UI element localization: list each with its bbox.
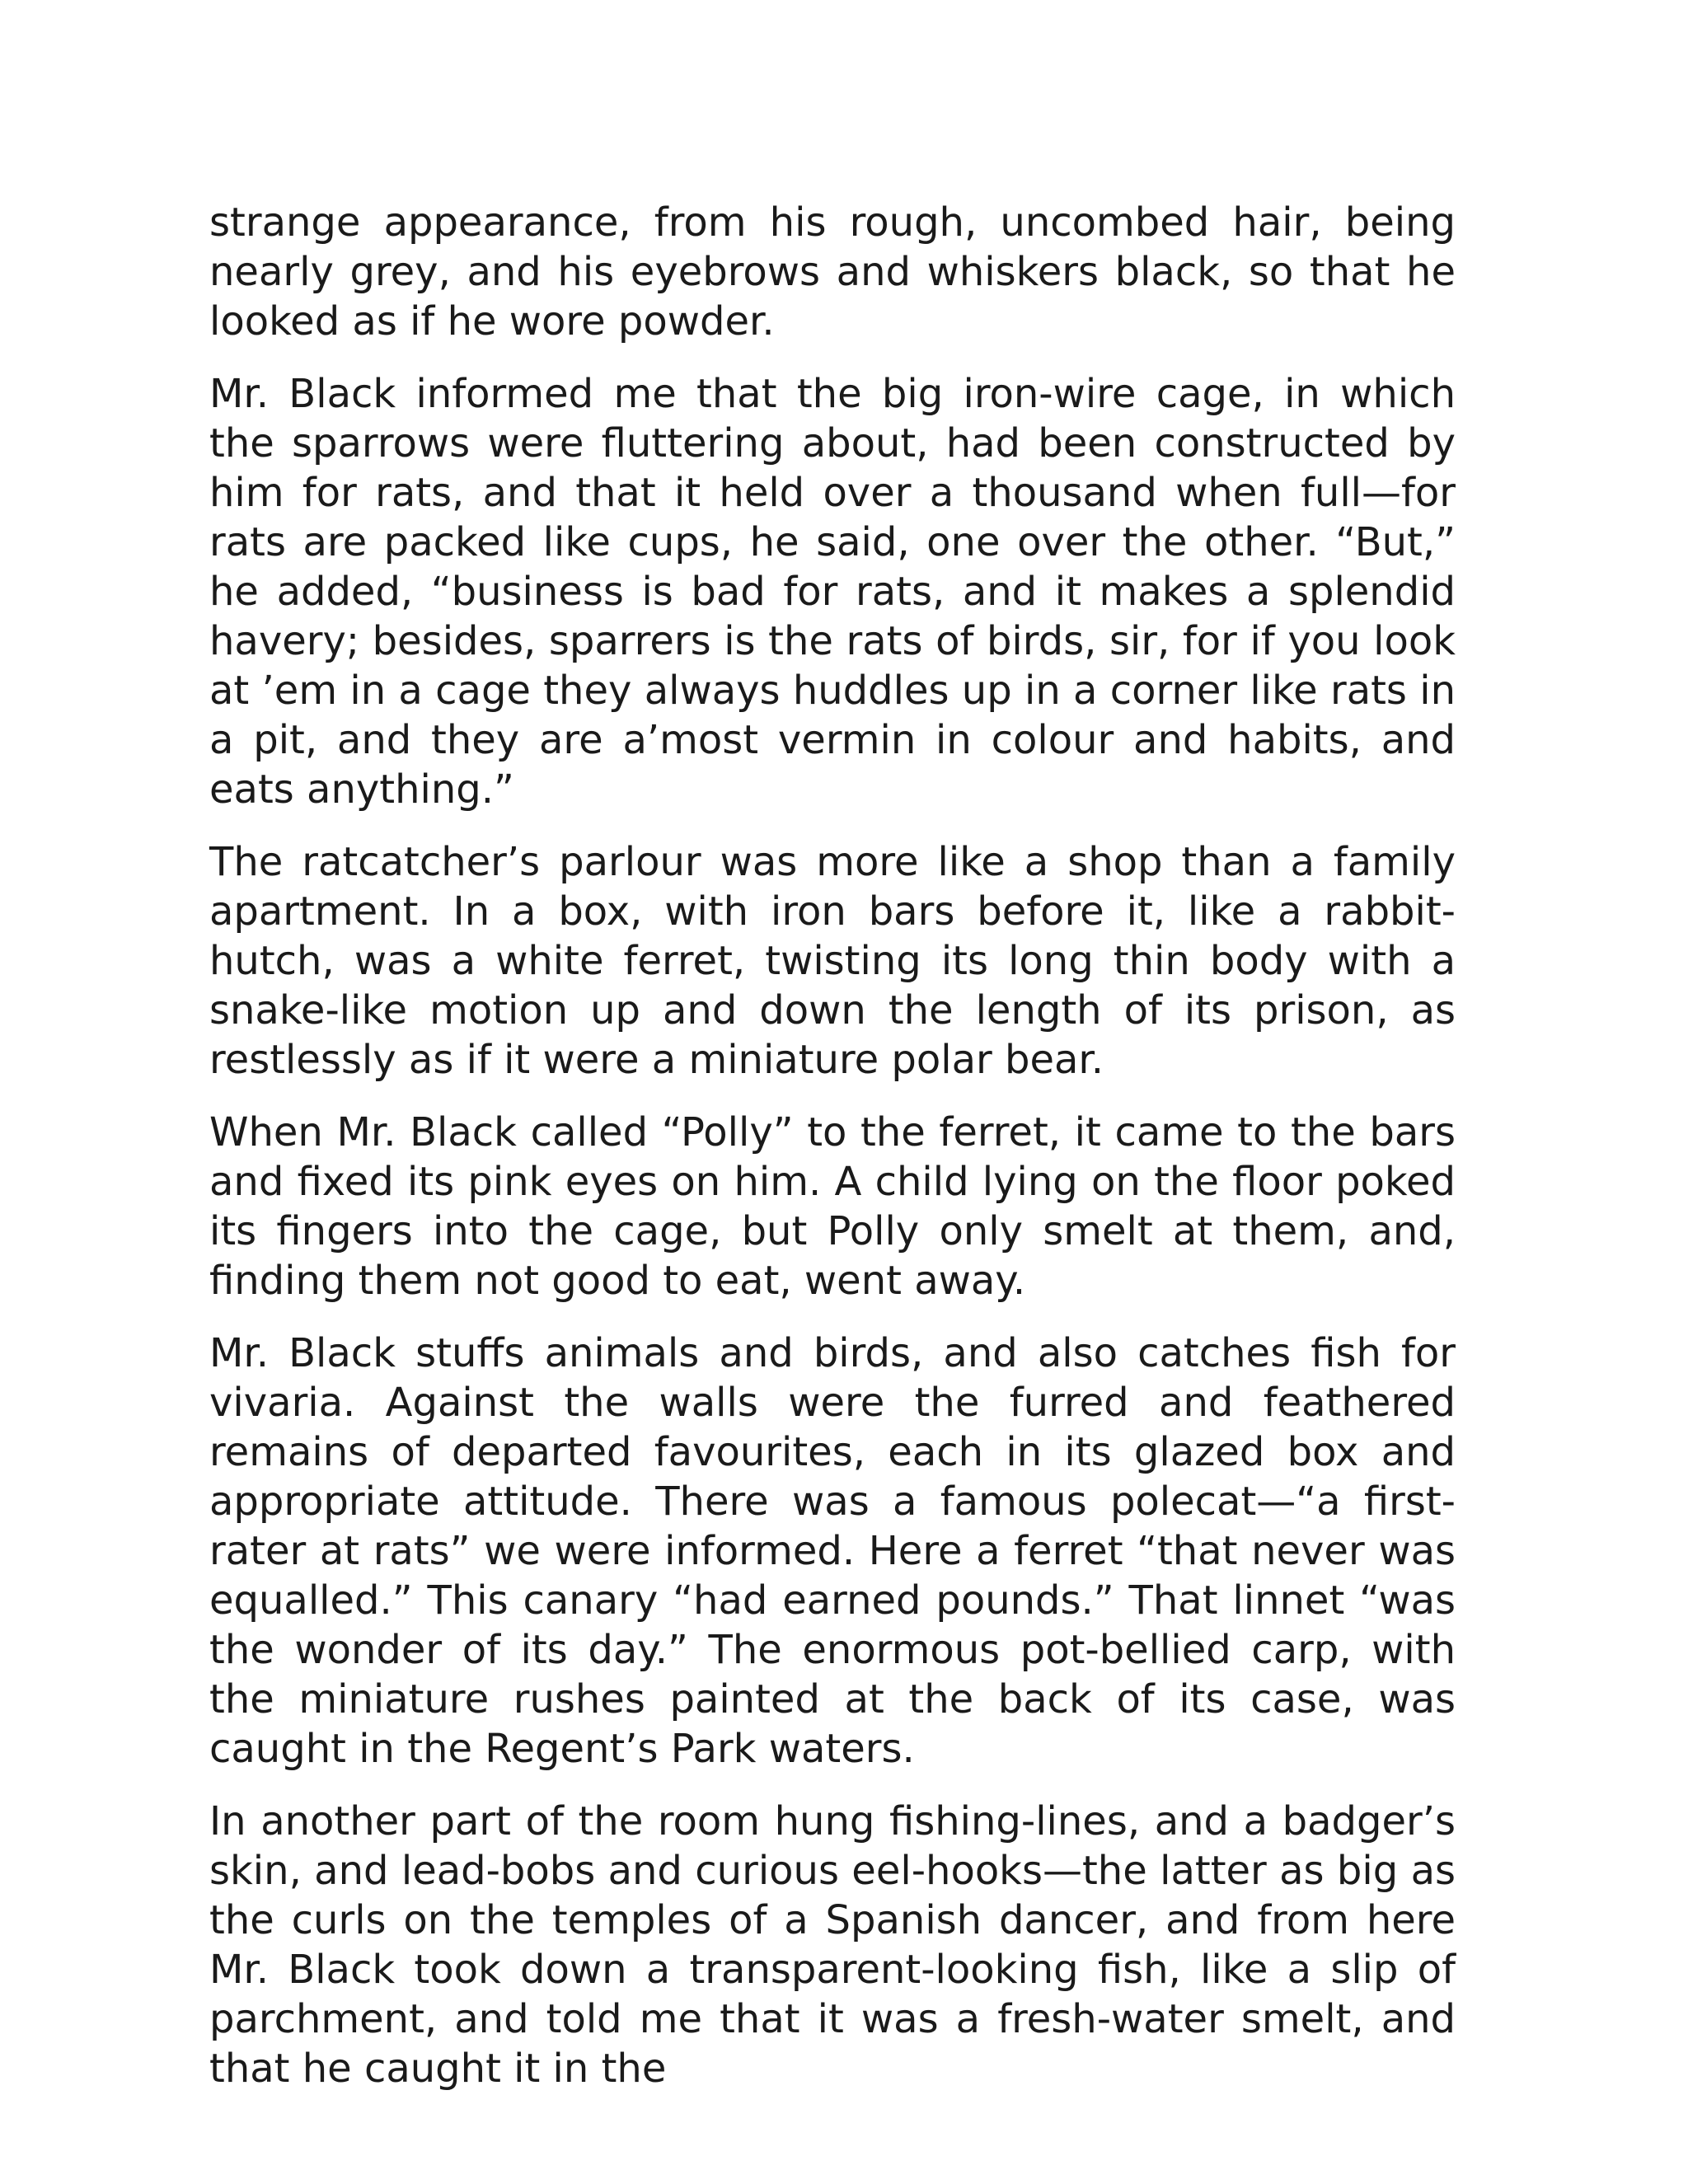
paragraph: Mr. Black stuffs animals and birds, and also catches fish for vivaria. Against the walls were the furred and feathered remains of departed favourites, each in its glazed box and appropriate attitude. There was a famous polecat—“a first-rater at rats” we were informed. Here a ferret “that never was equalled.” This canary “had earned pounds.” That linnet “was the wonder of its day.” The enormous pot-bellied carp, with the miniature rushes painted at the back of its case, was caught in the Regent’s Park waters. [209,1330,1456,1772]
page-body [209,198,1456,2116]
paragraph: When Mr. Black called “Polly” to the ferret, it came to the bars and fixed its pink eyes on him. A child lying on the floor poked its fingers into the cage, but Polly only smelt at them, and, finding them not good to eat, went away. [209,1109,1456,1304]
paragraph: strange appearance, from his rough, uncombed hair, being nearly grey, and his eyebrows and whiskers black, so that he looked as if he wore powder. [209,199,1456,344]
paragraph-last: In another part of the room hung fishing-lines, and a badger’s skin, and lead-bobs and curious eel-hooks—the latter as big as the curls on the temples of a Spanish dancer, and from here Mr. Black took down a transparent-looking fish, like a slip of parchment, and told me that it was a fresh-water smelt, and that he caught it in the [209,1798,1456,2092]
paragraph: The ratcatcher’s parlour was more like a shop than a family apartment. In a box, with iron bars before it, like a rabbit-hutch, was a white ferret, twisting its long thin body with a snake-like motion up and down the length of its prison, as restlessly as if it were a miniature polar bear. [209,839,1456,1083]
paragraph: Mr. Black informed me that the big iron-wire cage, in which the sparrows were fluttering about, had been constructed by him for rats, and that it held over a thousand when full—for rats are packed like cups, he said, one over the other. “But,” he added, “business is bad for rats, and it makes a splendid havery; besides, sparrers is the rats of birds, sir, for if you look at ’em in a cage they always huddles up in a corner like rats in a pit, and they are a’most vermin in colour and habits, and eats anything.” [209,371,1456,813]
